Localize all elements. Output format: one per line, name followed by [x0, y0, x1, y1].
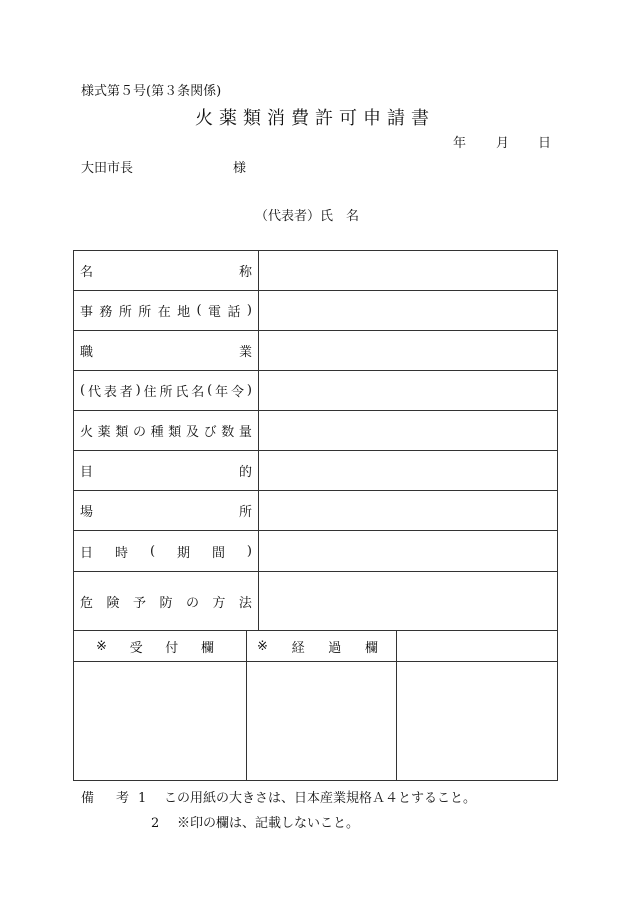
label-occupation: 職 業: [80, 345, 252, 360]
extra-field[interactable]: [397, 662, 558, 781]
value-representative[interactable]: [259, 371, 558, 411]
table-row: [74, 531, 558, 572]
progress-field[interactable]: [247, 662, 397, 781]
table-row: [74, 331, 558, 371]
note1-number: 1: [138, 791, 147, 806]
label-datetime: 日 時 ( 期 間 ): [80, 543, 252, 561]
row-label: [74, 572, 259, 631]
row-label: [74, 491, 259, 531]
office-use-table: [73, 630, 558, 781]
row-label: [74, 291, 259, 331]
table-row: [74, 371, 558, 411]
note1-text: この用紙の大きさは、日本産業規格Ａ４とすること。: [164, 791, 477, 806]
value-name[interactable]: [259, 251, 558, 291]
value-office-address[interactable]: [259, 291, 558, 331]
label-name: 名 称: [80, 265, 252, 280]
row-label: [74, 451, 259, 491]
table-row: [74, 572, 558, 631]
date-day-label: 日: [538, 136, 552, 151]
note2: [151, 812, 359, 831]
row-label: [74, 331, 259, 371]
value-location[interactable]: [259, 491, 558, 531]
note2-text: ※印の欄は、記載しないこと。: [177, 816, 360, 831]
label-representative: ( 代 表 者 ) 住 所 氏 名 ( 年 令 ): [80, 383, 252, 400]
notes-heading-text: 備 考: [81, 791, 129, 806]
note2-number: 2: [151, 816, 160, 831]
value-datetime[interactable]: [259, 531, 558, 572]
notes-heading: [81, 787, 138, 806]
reception-field[interactable]: [74, 662, 247, 781]
row-label: [74, 371, 259, 411]
table-row: [74, 291, 558, 331]
honorific: 様: [233, 161, 247, 176]
progress-label: ※ 経 過 欄: [257, 638, 378, 656]
value-occupation[interactable]: [259, 331, 558, 371]
date-year-label: 年: [453, 136, 467, 151]
label-location: 場 所: [80, 505, 252, 520]
label-hazard-prevention: 危 険 予 防 の 方 法: [80, 595, 252, 611]
reception-header: [74, 631, 247, 662]
label-purpose: 目 的: [80, 465, 252, 480]
table-row: [74, 491, 558, 531]
label-explosive-type: 火 薬 類 の 種 類 及 び 数 量: [80, 425, 252, 440]
application-table: [73, 250, 558, 631]
progress-header: [247, 631, 397, 662]
form-number: 様式第５号(第３条関係): [81, 84, 222, 99]
reception-label: ※ 受 付 欄: [96, 638, 214, 656]
table-row: [74, 251, 558, 291]
date-month-label: 月: [496, 136, 510, 151]
row-label: [74, 531, 259, 572]
table-row: [74, 411, 558, 451]
row-label: [74, 251, 259, 291]
value-explosive-type[interactable]: [259, 411, 558, 451]
row-label: [74, 411, 259, 451]
value-hazard-prevention[interactable]: [259, 572, 558, 631]
table-row: [74, 451, 558, 491]
addressee: 大田市長: [81, 161, 134, 176]
value-purpose[interactable]: [259, 451, 558, 491]
representative-name-label: （代表者）氏 名: [255, 209, 360, 224]
label-office-address: 事 務 所 所 在 地 ( 電 話 ): [80, 303, 252, 320]
notes: [81, 787, 476, 806]
document-title: 火薬類消費許可申請書: [195, 108, 435, 129]
extra-header-cell: [397, 631, 558, 662]
